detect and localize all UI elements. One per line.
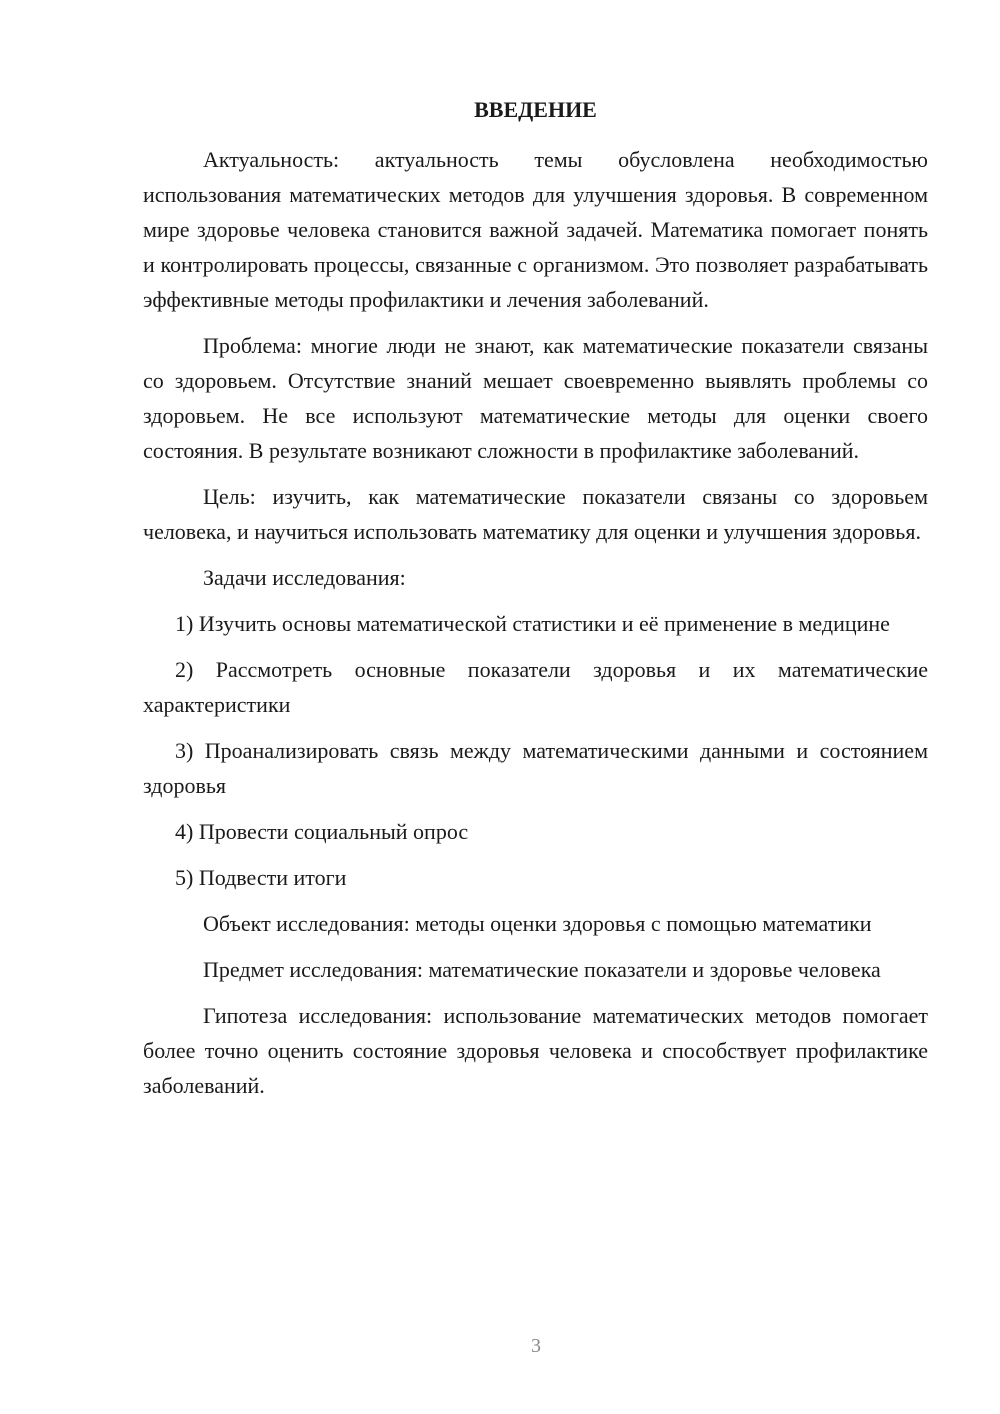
task-item-5: 5) Подвести итоги	[175, 865, 347, 890]
document-body	[143, 95, 928, 1114]
page-title: ВВЕДЕНИЕ	[474, 97, 597, 122]
subject-paragraph: Предмет исследования: математические показатели и здоровье человека	[203, 957, 881, 982]
relevance-paragraph: Актуальность: актуальность темы обусловлена необходимостью использования математических методов для улучшения здоровья. В современном мире здоровье человека становится важной задачей. Математика помогает понять и контролировать процессы, связанные с организмом. Это позволяет разрабатывать эффективные методы профилактики и лечения заболеваний.	[143, 147, 928, 312]
object-paragraph: Объект исследования: методы оценки здоровья с помощью математики	[203, 911, 872, 936]
tasks-heading: Задачи исследования:	[203, 565, 406, 590]
task-item-1: 1) Изучить основы математической статистики и её применение в медицине	[175, 611, 890, 636]
problem-paragraph: Проблема: многие люди не знают, как математические показатели связаны со здоровьем. Отсутствие знаний мешает своевременно выявлять проблемы со здоровьем. Не все используют математические методы для оценки своего состояния. В результате возникают сложности в профилактике заболеваний.	[143, 333, 928, 463]
tasks-list	[143, 606, 928, 895]
goal-paragraph: Цель: изучить, как математические показатели связаны со здоровьем человека, и научиться использовать математику для оценки и улучшения здоровья.	[143, 484, 928, 544]
task-item-4: 4) Провести социальный опрос	[175, 819, 469, 844]
hypothesis-paragraph: Гипотеза исследования: использование математических методов помогает более точно оценить состояние здоровья человека и способствует профилактике заболеваний.	[143, 1003, 928, 1098]
page-number: 3	[531, 1335, 541, 1357]
task-item-3: 3) Проанализировать связь между математическими данными и состоянием здоровья	[143, 738, 928, 798]
task-item-2: 2) Рассмотреть основные показатели здоровья и их математические характеристики	[143, 657, 928, 717]
